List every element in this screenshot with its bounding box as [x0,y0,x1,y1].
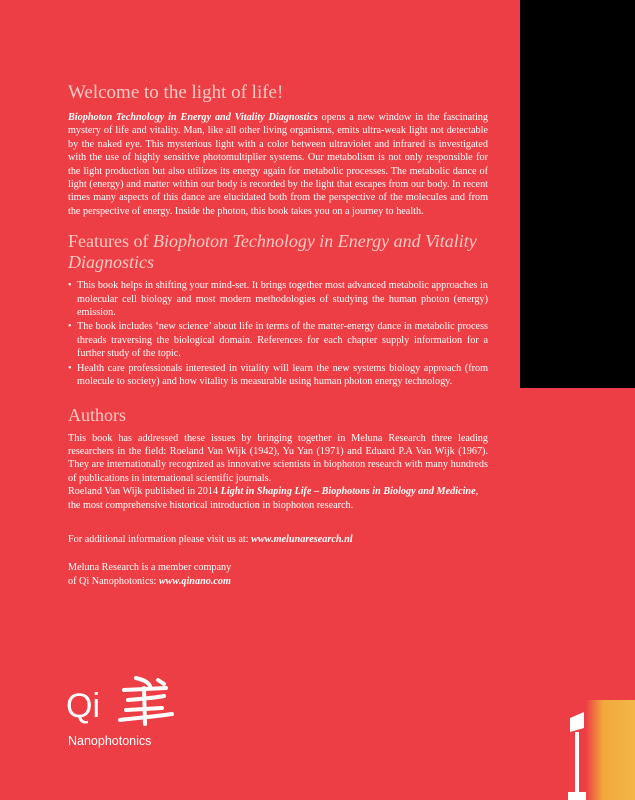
welcome-paragraph [68,111,488,218]
logo-subtitle: Nanophotonics [68,734,152,748]
publication-title: Light in Shaping Life – Biophotons in Biology and Medicine [220,486,476,498]
contact-info [68,533,488,546]
logo-qi-text: Qi [66,687,100,725]
features-heading-italic: Biophoton Technology in Energy and Vitality Diagnostics [68,231,477,273]
lamp-icon [566,712,588,800]
qinano-link[interactable]: www.qinano.com [158,575,231,587]
yellow-edge-strip [586,700,635,800]
book-title: Biophoton Technology in Energy and Vitality Diagnostics [68,112,318,123]
member-info [68,561,488,588]
features-heading [68,231,488,273]
welcome-heading: Welcome to the light of life! [68,82,284,103]
list-item: • This book helps in shifting your mind-set. It brings together most advanced metabolic approaches in molecular cell biology and most modern methodologies of studying the human photon (energy) emission. [68,279,488,319]
list-item: • Health care professionals interested in vitality will learn the new systems biology approach (from molecule to society) and how vitality is measurable using human photon energy technology. [68,362,488,389]
authors-section [68,405,488,512]
welcome-body: opens a new window in the fascinating mystery of life and vitality. Man, like all other living organisms, emits ultra-weak light not detectable by the naked eye. This mysterious light with a color between ultraviolet and infrared is investigated with the use of highly sensitive photomultiplier systems. Our metabolism is not only responsible for the light production but also utilizes its energy again for metabolic processes. The metabolic dance of light (energy) and matter within our body is recorded by the light that escapes from our body. In recent times many aspects of this dance are elucidated both from the perspective of the molecules and from the perspective of energy. Inside the photon, this book takes you on a journey to health. [68,112,488,217]
authors-heading: Authors [68,404,126,425]
black-block [520,0,635,388]
features-list [68,279,488,388]
member-line1: Meluna Research is a member company [68,562,232,574]
publication-post: , the most comprehensive historical introduction in biophoton research. [68,486,479,511]
contact-info-text: For additional information please visit us at: [68,533,252,545]
website-link[interactable]: www.melunaresearch.nl [251,533,353,545]
publication-pre: Roeland Van Wijk published in 2014 [68,486,221,498]
back-cover-text [68,82,488,588]
list-item: • The book includes ‘new science’ about life in terms of the matter-energy dance in metabolic process threads traversing the biological domain. References for each chapter supply information for a further study of the topic. [68,320,488,360]
authors-paragraph: This book has addressed these issues by bringing together in Meluna Research three leading researchers in the field: Roeland Van Wijk (1942), Yu Yan (1971) and Eduard P.A Van Wijk (1967). They are internationally recognized as innovative scientists in biophoton research with many hundreds of publications in international scientific journals. [68,432,488,484]
member-line2: of Qi Nanophotonics: [68,575,159,587]
features-heading-plain: Features of [68,231,153,252]
qi-nanophotonics-logo [66,674,186,754]
chinese-character-qi-icon [114,674,176,730]
authors-publication [68,485,488,512]
features-section [68,231,488,388]
